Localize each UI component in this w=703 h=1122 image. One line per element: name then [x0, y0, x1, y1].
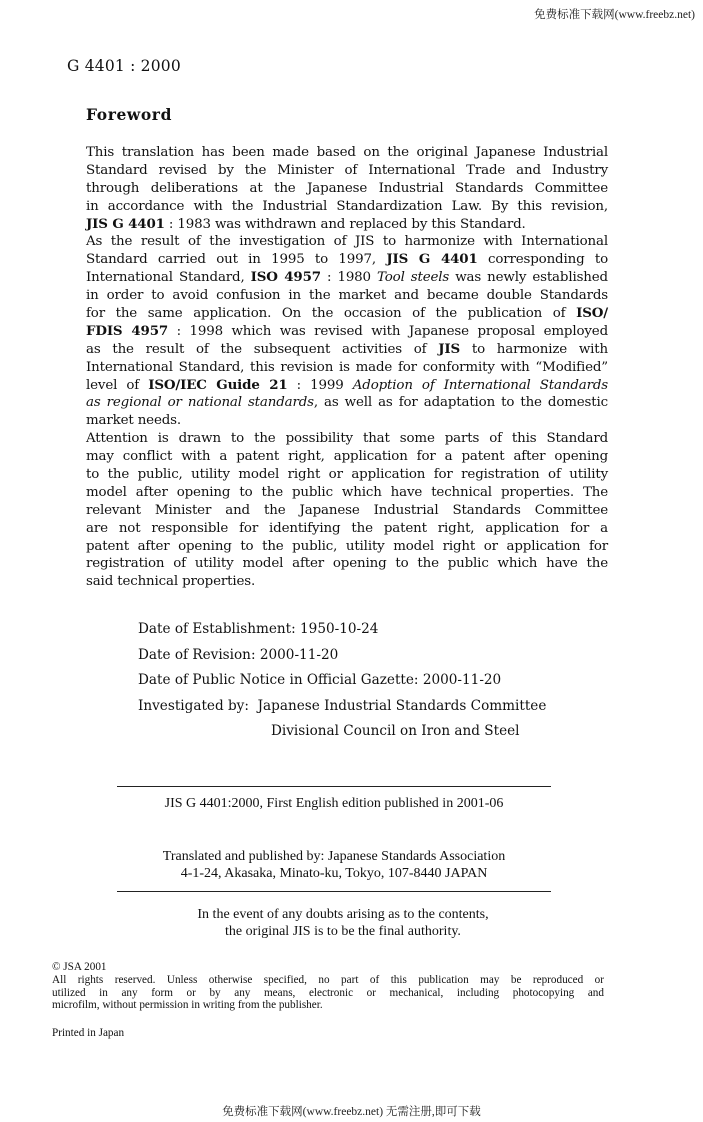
- date-establishment-label: Date of Establishment:: [138, 621, 296, 637]
- text-run: Standard carried out in 1995 to 1997,: [86, 252, 387, 268]
- date-establishment: [138, 621, 546, 647]
- printed-in: Printed in Japan: [52, 1027, 125, 1039]
- authority-note-line-2: the original JIS is to be the final authority.: [225, 924, 461, 939]
- foreword-line: [86, 466, 608, 484]
- investigated-by-continued: [138, 723, 546, 749]
- dates-block: [138, 621, 546, 749]
- publisher-address: 4-1-24, Akasaka, Minato-ku, Tokyo, 107-8440 JAPAN: [180, 866, 488, 881]
- foreword-line: [86, 233, 608, 251]
- date-revision-label: Date of Revision:: [138, 646, 256, 663]
- copyright-line-2: utilized in any form or by any means, electronic or mechanical, including photocopying and: [52, 986, 604, 999]
- bold-reference: ISO/: [576, 305, 608, 322]
- text-run: said technical properties.: [86, 574, 256, 590]
- authority-note-line-1: In the event of any doubts arising as to the contents,: [197, 907, 489, 922]
- foreword-body: [86, 144, 608, 591]
- text-run: are not responsible for identifying the patent right, application for a: [86, 520, 608, 536]
- bold-reference: JIS: [438, 340, 461, 357]
- date-public-notice-label: Date of Public Notice in Official Gazette:: [138, 672, 419, 689]
- date-public-notice-value: 2000-11-20: [422, 672, 502, 689]
- copyright-block: [52, 961, 604, 1012]
- investigated-by-value-1: Japanese Industrial Standards Committee: [257, 697, 547, 714]
- divider-top: [117, 786, 551, 787]
- italic-title: Adoption of International Standards: [352, 377, 608, 393]
- foreword-line: [86, 162, 608, 180]
- text-run: corresponding to: [477, 252, 608, 268]
- foreword-line: [86, 323, 608, 341]
- italic-title: as regional or national standards: [86, 395, 314, 411]
- date-public-notice: [138, 672, 546, 698]
- publisher-line-1: Translated and published by: Japanese Standards Association: [162, 849, 506, 864]
- investigated-by-value-2: Divisional Council on Iron and Steel: [271, 723, 520, 740]
- text-run: model after opening to the public which have technical properties. The: [86, 484, 608, 500]
- investigated-by: [138, 698, 546, 724]
- text-run: in order to avoid confusion in the market and became double Standards: [86, 288, 608, 304]
- text-run: Standard revised by the Minister of International Trade and Industry: [86, 162, 608, 178]
- text-run: through deliberations at the Japanese Industrial Standards Committee: [86, 180, 608, 196]
- text-run: : 1998 which was revised with Japanese proposal employed: [168, 323, 608, 339]
- foreword-line: [86, 394, 608, 412]
- text-run: This translation has been made based on the original Japanese Industrial: [86, 145, 608, 160]
- text-run: relevant Minister and the Japanese Industrial Standards Committee: [86, 502, 608, 518]
- date-revision: [138, 647, 546, 673]
- copyright-line-1: All rights reserved. Unless otherwise specified, no part of this publication may be reproduced or: [52, 973, 604, 986]
- foreword-line: [86, 198, 608, 216]
- foreword-line: [86, 269, 608, 287]
- text-run: International Standard,: [86, 270, 251, 286]
- edition-note: JIS G 4401:2000, First English edition published in 2001-06: [164, 796, 504, 811]
- text-run: to the public, utility model right or application for registration of utility: [86, 467, 608, 483]
- text-run: registration of utility model after opening to the public which have the: [86, 556, 608, 572]
- foreword-line: [86, 520, 608, 538]
- bold-reference: FDIS 4957: [86, 322, 169, 339]
- text-run: patent after opening to the public, utility model right or application for: [86, 538, 608, 554]
- text-run: As the result of the investigation of JIS to harmonize with International: [86, 234, 608, 250]
- text-run: was newly established: [449, 270, 608, 286]
- foreword-line: [86, 412, 608, 430]
- bold-reference: JIS G 4401: [386, 251, 478, 268]
- text-run: Attention is drawn to the possibility that some parts of this Standard: [86, 431, 608, 447]
- text-run: for the same application. On the occasion of the publication of: [86, 306, 577, 322]
- foreword-line: [86, 359, 608, 377]
- text-run: International Standard, this revision is made for conformity with “Modified”: [86, 359, 608, 375]
- text-run: as the result of the subsequent activities of: [86, 341, 439, 357]
- text-run: may conflict with a patent right, application for a patent after opening: [86, 449, 608, 465]
- bold-reference: ISO/IEC Guide 21: [148, 376, 288, 393]
- document-id: G 4401 : 2000: [67, 57, 181, 75]
- foreword-line: [86, 287, 608, 305]
- foreword-line: [86, 377, 608, 395]
- date-revision-value: 2000-11-20: [259, 646, 339, 663]
- italic-title: Tool steels: [377, 270, 450, 286]
- divider-bottom: [117, 891, 551, 892]
- foreword-line: [86, 448, 608, 466]
- text-run: , as well as for adaptation to the domestic: [313, 395, 608, 411]
- text-run: : 1999: [287, 377, 353, 393]
- text-run: level of: [86, 377, 149, 393]
- text-run: market needs.: [86, 413, 181, 429]
- foreword-line: [86, 341, 608, 359]
- foreword-line: [86, 180, 608, 198]
- foreword-line: [86, 555, 608, 573]
- foreword-line: [86, 573, 608, 591]
- copyright-line-3: microfilm, without permission in writing from the publisher.: [52, 999, 323, 1012]
- bold-reference: ISO 4957: [250, 269, 321, 286]
- text-run: in accordance with the Industrial Standardization Law. By this revision,: [86, 198, 608, 214]
- foreword-line: [86, 251, 608, 269]
- watermark-bottom: 免费标准下载网(www.freebz.net) 无需注册,即可下载: [222, 1106, 481, 1118]
- foreword-line: [86, 144, 608, 162]
- foreword-line: [86, 538, 608, 556]
- investigated-by-label: Investigated by:: [138, 697, 249, 714]
- text-run: : 1980: [320, 270, 377, 286]
- date-establishment-value: 1950-10-24: [300, 621, 379, 637]
- foreword-line: [86, 484, 608, 502]
- watermark-top: 免费标准下载网(www.freebz.net): [534, 9, 695, 21]
- bold-reference: JIS G 4401: [86, 215, 165, 232]
- publisher-block: [0, 848, 668, 882]
- authority-note: [0, 906, 686, 940]
- foreword-heading: Foreword: [86, 105, 173, 124]
- text-run: : 1983 was withdrawn and replaced by this Standard.: [164, 216, 526, 232]
- text-run: to harmonize with: [460, 341, 608, 357]
- foreword-line: [86, 502, 608, 520]
- copyright-notice: © JSA 2001: [52, 961, 107, 973]
- foreword-line: [86, 216, 608, 234]
- foreword-line: [86, 305, 608, 323]
- foreword-line: [86, 430, 608, 448]
